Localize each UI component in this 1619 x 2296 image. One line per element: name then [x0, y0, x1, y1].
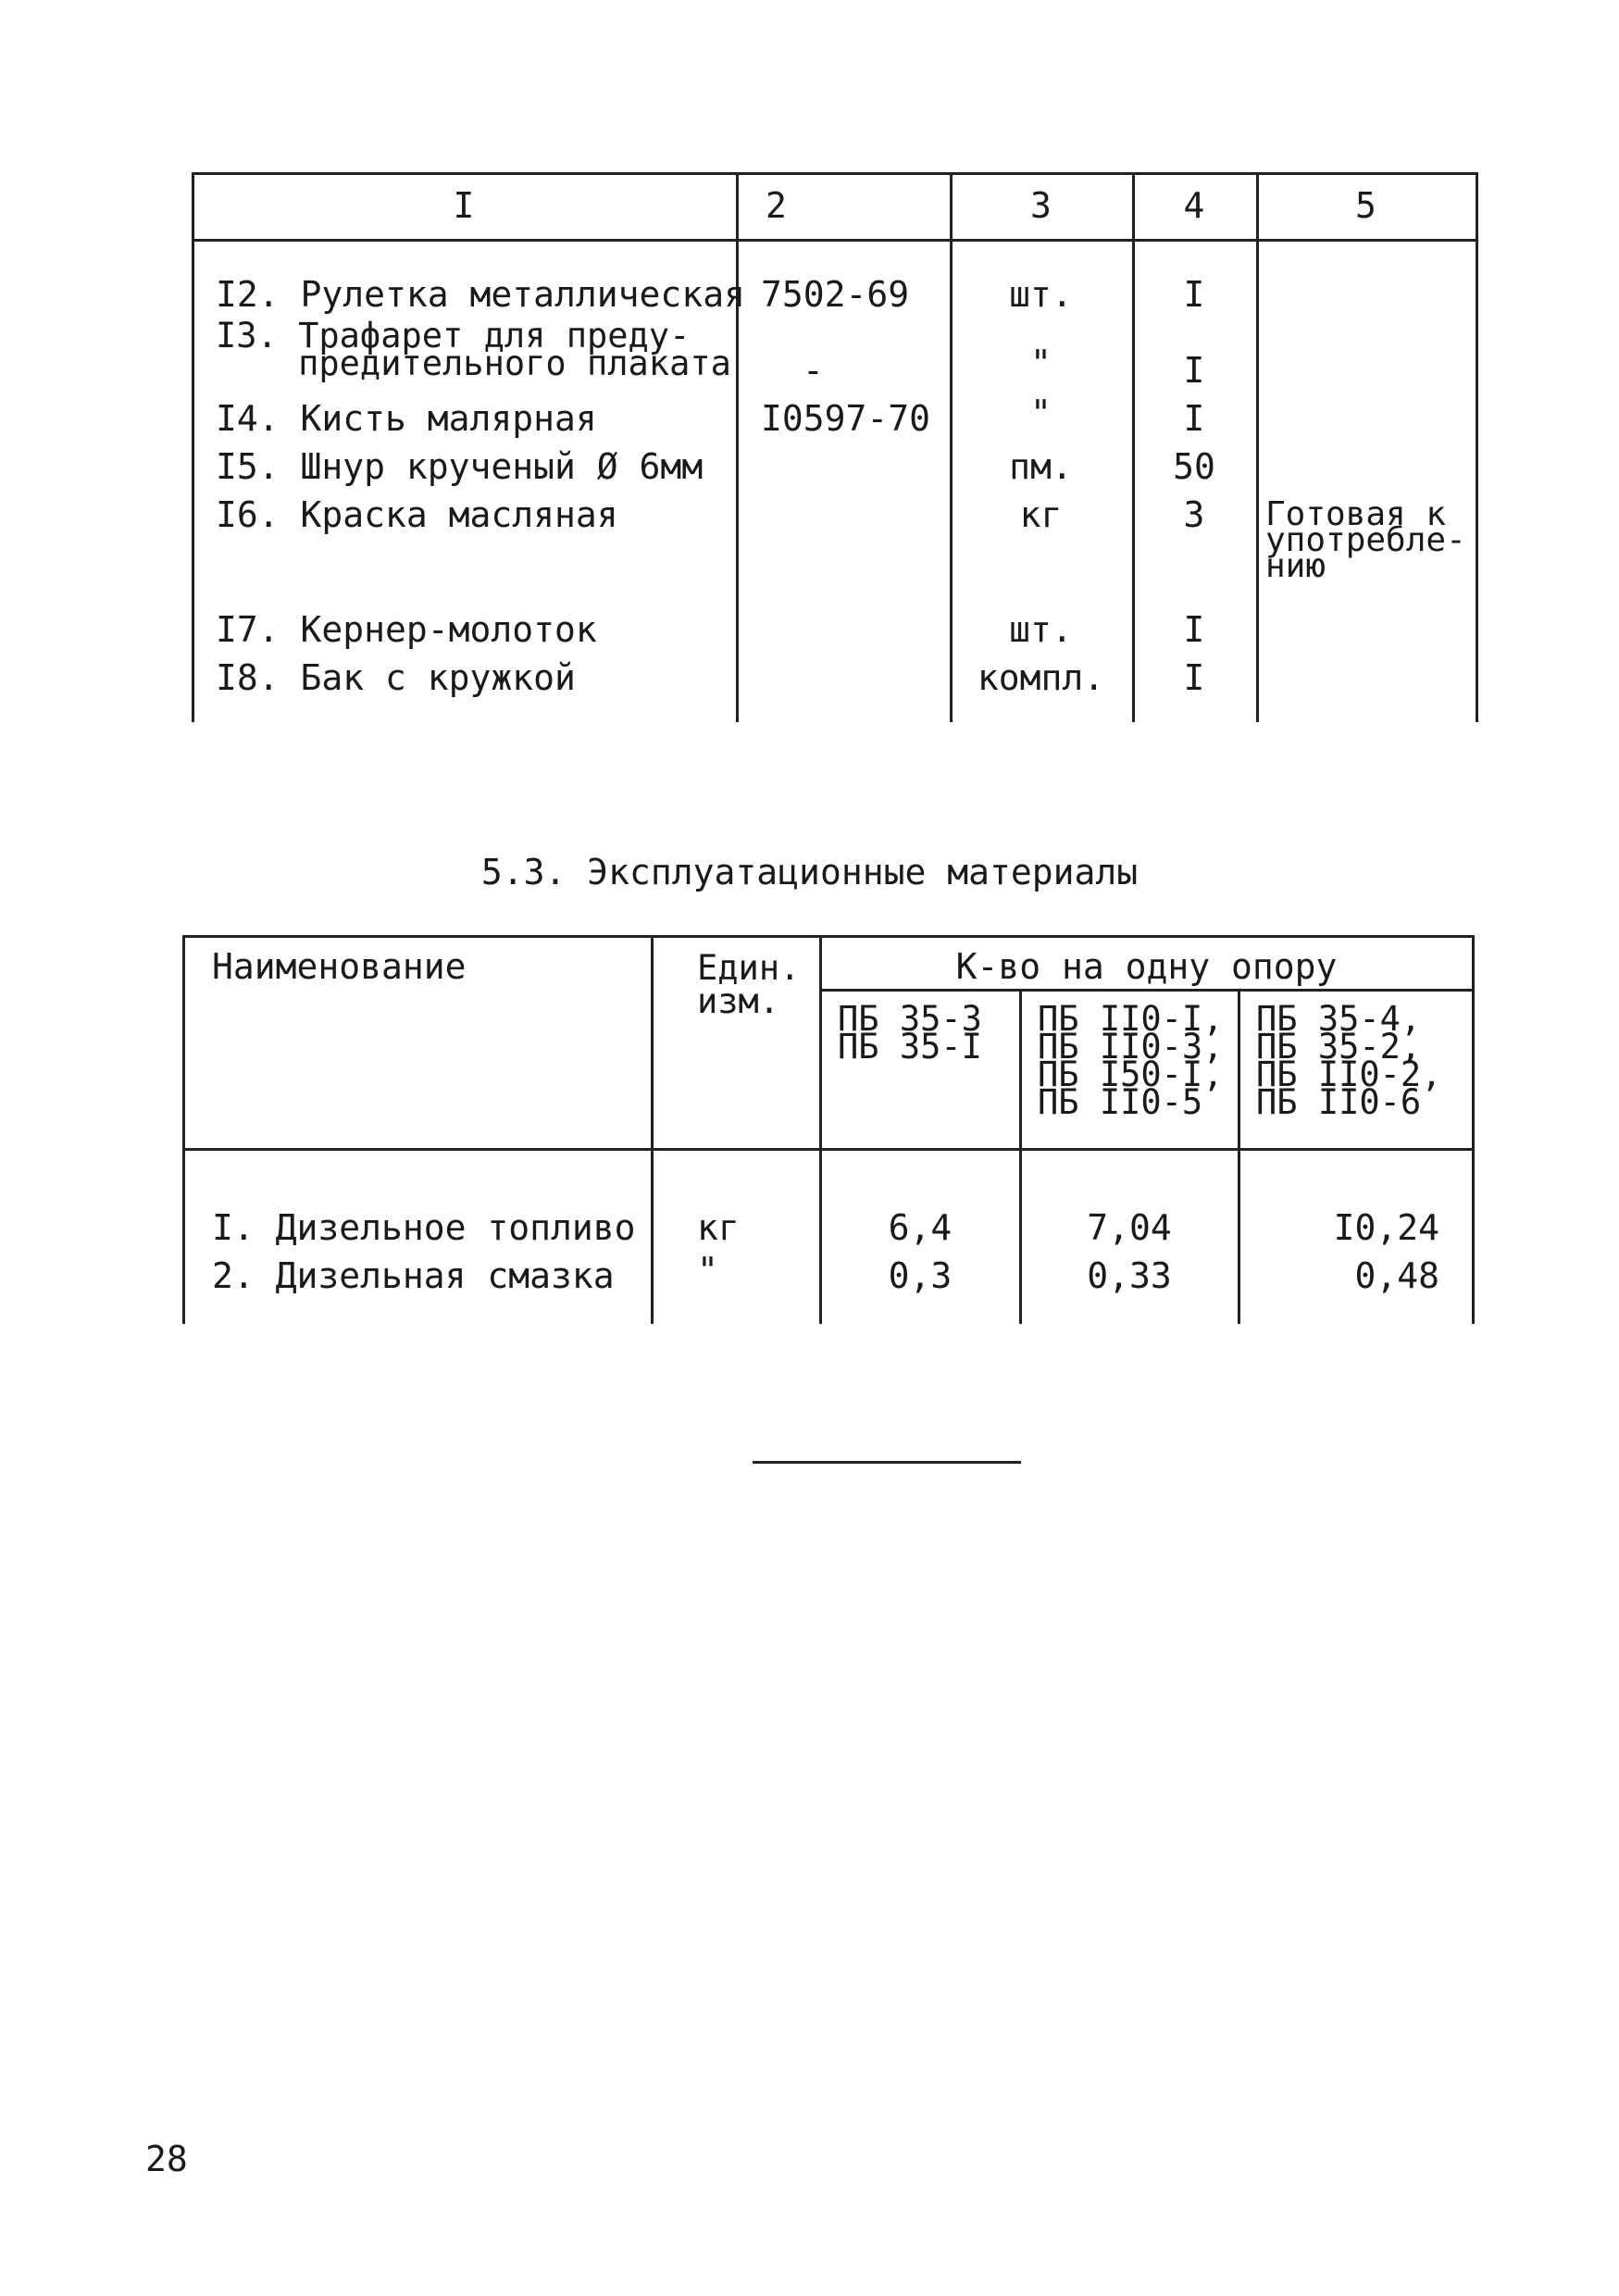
column-header: 4	[1183, 185, 1205, 226]
subheader-group: ПБ 35-4, ПБ 35-2, ПБ II0-2, ПБ II0-6	[1256, 999, 1442, 1122]
section-title: 5.3. Эксплуатационные материалы	[480, 852, 1139, 892]
item-unit: компл.	[977, 657, 1105, 698]
item-name: I4. Кисть малярная	[216, 398, 597, 439]
item-name: I3. Трафарет для преду- предительного плаката	[216, 316, 731, 383]
column-divider	[192, 172, 194, 722]
column-divider	[736, 172, 739, 722]
column-header: I	[453, 185, 475, 226]
column-divider	[182, 935, 185, 1324]
header-qty: К-во на одну опору	[955, 946, 1338, 987]
item-unit: пм.	[1009, 446, 1073, 487]
item-qty: I	[1183, 274, 1205, 315]
material-value: 0,3	[888, 1255, 953, 1296]
item-name: I7. Кернер-молоток	[216, 609, 597, 650]
material-name: 2. Дизельная смазка	[212, 1255, 615, 1296]
item-unit: "	[1030, 393, 1052, 433]
item-unit: "	[1030, 343, 1052, 383]
material-value: I0,24	[1333, 1207, 1439, 1248]
column-header: 5	[1355, 185, 1376, 226]
column-divider	[651, 935, 654, 1324]
material-value: 6,4	[888, 1207, 953, 1248]
equipment-table	[192, 172, 1478, 722]
header-separator	[192, 239, 1478, 242]
subheader-group: ПБ II0-I, ПБ II0-3, ПБ I50-I, ПБ II0-5	[1038, 999, 1224, 1122]
item-qty: I	[1183, 398, 1205, 439]
material-value: 7,04	[1087, 1207, 1172, 1248]
column-header: 3	[1030, 185, 1052, 226]
column-divider	[1472, 935, 1475, 1324]
item-name: I6. Краска масляная	[216, 494, 618, 535]
item-name: I2. Рулетка металлическая	[216, 274, 745, 315]
item-code: I0597-70	[761, 398, 931, 439]
item-qty: I	[1183, 657, 1205, 698]
column-divider	[1256, 172, 1259, 722]
column-header: 2	[766, 185, 787, 226]
materials-table	[182, 935, 1475, 1324]
item-code: 7502-69	[761, 274, 910, 315]
item-qty: I	[1183, 350, 1205, 391]
end-separator-line	[753, 1461, 1021, 1464]
item-code: -	[803, 350, 824, 391]
material-value: 0,48	[1354, 1255, 1439, 1296]
item-unit: шт.	[1009, 274, 1073, 315]
subheader-group: ПБ 35-3 ПБ 35-I	[838, 999, 982, 1067]
item-name: I5. Шнур крученый Ø 6мм	[216, 446, 704, 487]
table-top-border	[192, 172, 1478, 175]
material-name: I. Дизельное топливо	[212, 1207, 636, 1248]
page-number: 28	[145, 2139, 188, 2179]
column-divider	[1476, 172, 1478, 722]
header-name: Наименование	[212, 946, 467, 987]
item-unit: шт.	[1009, 609, 1073, 650]
item-qty: 50	[1173, 446, 1215, 487]
item-qty: 3	[1183, 494, 1205, 535]
item-note: Готовая к употребле- нию	[1265, 495, 1466, 585]
material-unit: "	[697, 1250, 718, 1291]
material-value: 0,33	[1087, 1255, 1172, 1296]
header-separator	[182, 1148, 1475, 1151]
item-name: I8. Бак с кружкой	[216, 657, 576, 698]
subheader-separator	[821, 989, 1475, 992]
table-top-border	[182, 935, 1475, 938]
material-unit: кг	[697, 1207, 740, 1248]
item-unit: кг	[1019, 494, 1063, 535]
item-qty: I	[1183, 609, 1205, 650]
header-unit: Един. изм.	[697, 948, 801, 1021]
